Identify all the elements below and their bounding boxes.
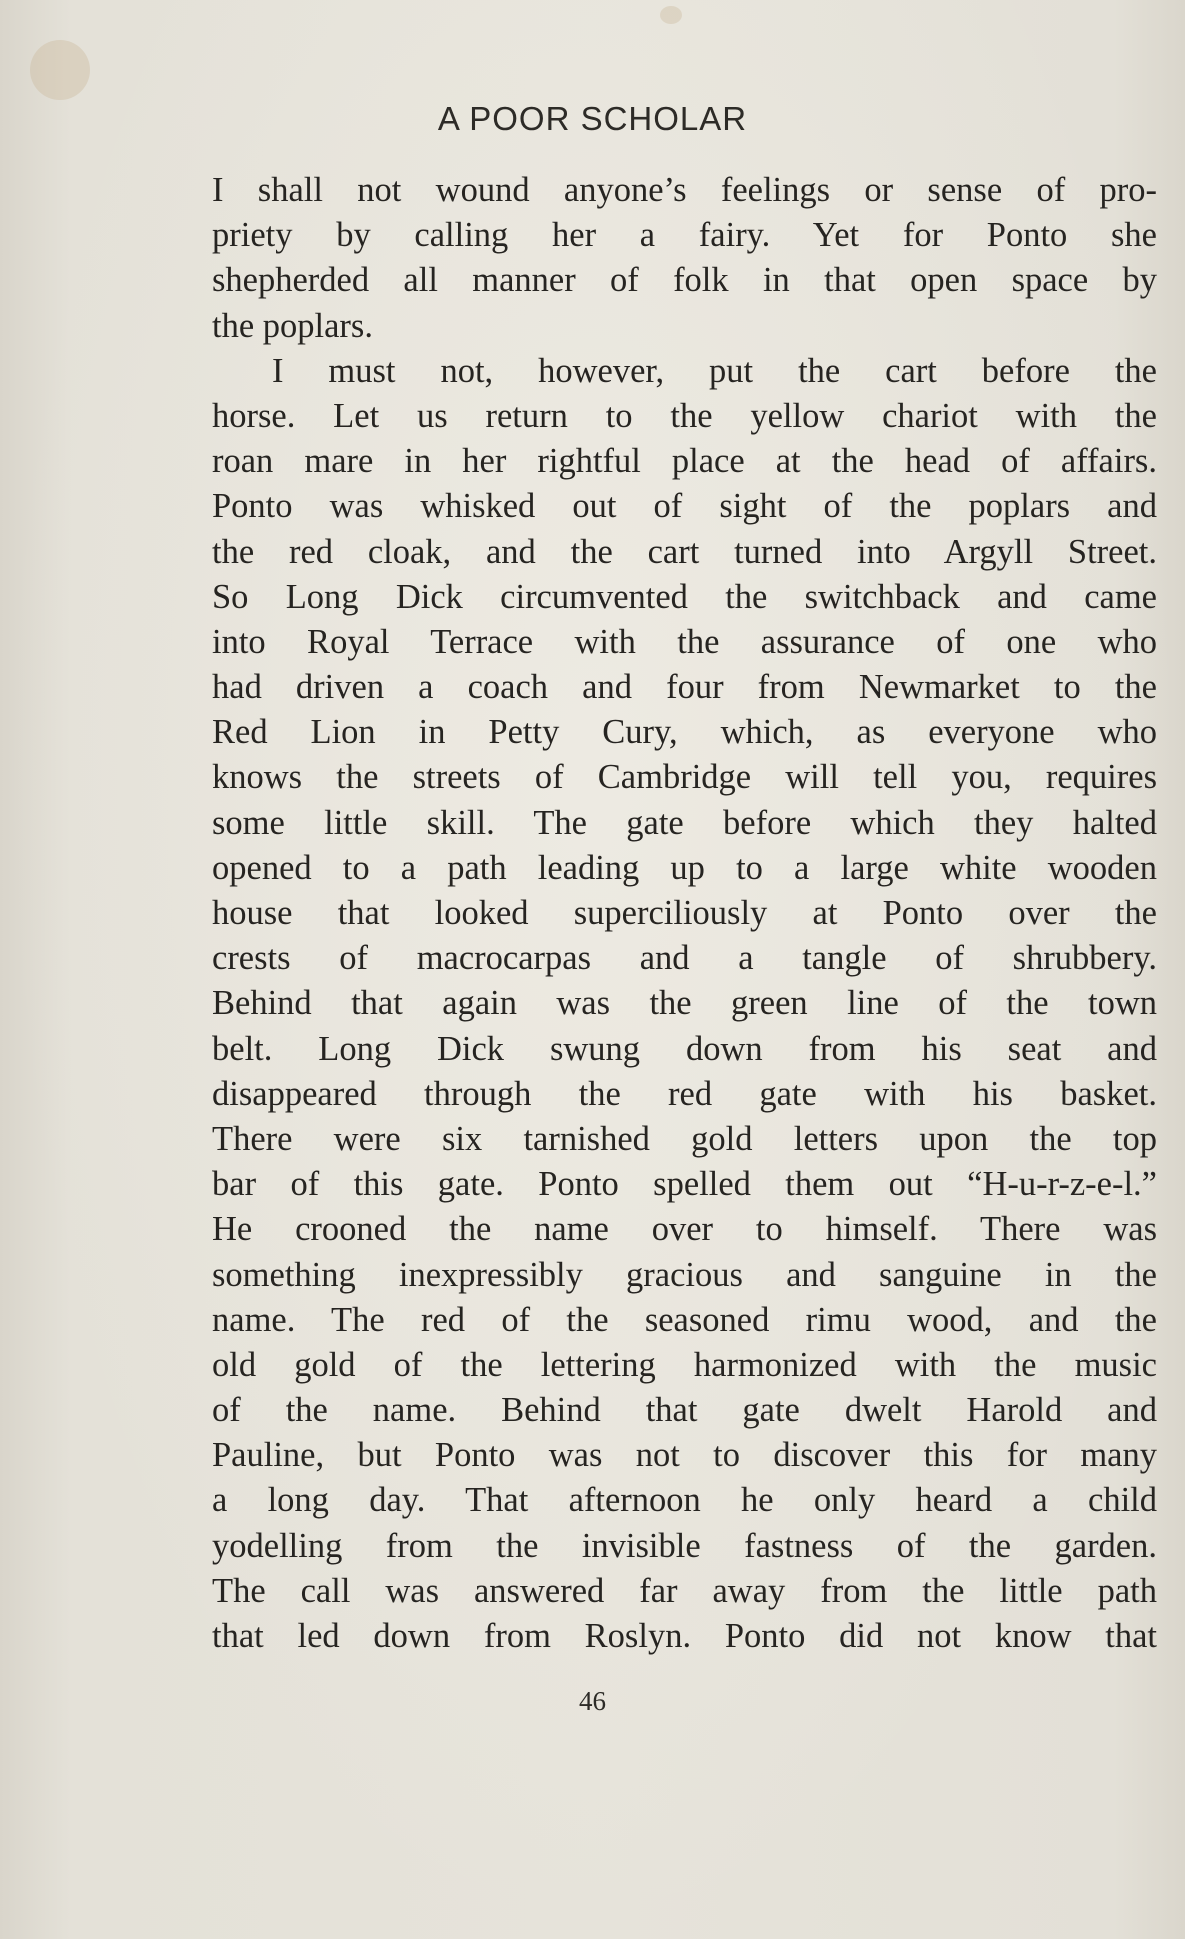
text-line: Pauline, but Ponto was not to discover this for many <box>212 1436 1157 1475</box>
text-line: roan mare in her rightful place at the head of affairs. <box>212 442 1157 481</box>
text-line: priety by calling her a fairy. Yet for Ponto she <box>212 216 1157 255</box>
text-line: name. The red of the seasoned rimu wood, and the <box>212 1300 1157 1339</box>
text-line: opened to a path leading up to a large white wooden <box>212 848 1157 887</box>
running-title: A POOR SCHOLAR <box>437 100 748 137</box>
text-line: He crooned the name over to himself. There was <box>212 1210 1157 1249</box>
text-line: There were six tarnished gold letters upon the top <box>212 1119 1157 1158</box>
text-line: had driven a coach and four from Newmarket to the <box>212 668 1157 707</box>
text-line: old gold of the lettering harmonized with the music <box>212 1345 1157 1384</box>
foxing-spot <box>660 6 682 24</box>
text-line: horse. Let us return to the yellow chariot with the <box>212 396 1157 435</box>
text-line: a long day. That afternoon he only heard a child <box>212 1481 1157 1520</box>
text-line: So Long Dick circumvented the switchback and came <box>212 577 1157 616</box>
text-line: I shall not wound anyone’s feelings or sense of pro- <box>212 171 1157 209</box>
text-line: knows the streets of Cambridge will tell you, requires <box>212 758 1157 797</box>
text-line: shepherded all manner of folk in that open space by <box>212 261 1157 300</box>
text-line: house that looked superciliously at Ponto over the <box>212 894 1157 932</box>
page-number: 46 <box>579 1686 606 1716</box>
text-line: the red cloak, and the cart turned into Argyll Street. <box>212 532 1157 571</box>
text-line: crests of macrocarpas and a tangle of shrubbery. <box>212 939 1157 978</box>
text-line: the poplars. <box>212 306 373 345</box>
text-line: Behind that again was the green line of the town <box>212 984 1157 1023</box>
text-line: I must not, however, put the cart before the <box>272 351 1157 390</box>
text-line: of the name. Behind that gate dwelt Harold and <box>212 1391 1157 1430</box>
text-line: bar of this gate. Ponto spelled them out “H-u-r-z-e-l.” <box>212 1165 1157 1204</box>
text-line: Ponto was whisked out of sight of the poplars and <box>212 487 1157 526</box>
text-line: into Royal Terrace with the assurance of one who <box>212 622 1157 661</box>
text-line: that led down from Roslyn. Ponto did not know that <box>212 1617 1157 1655</box>
text-line: yodelling from the invisible fastness of the garden. <box>212 1526 1157 1565</box>
foxing-spot <box>30 40 90 100</box>
text-line: belt. Long Dick swung down from his seat and <box>212 1029 1157 1068</box>
text-line: The call was answered far away from the little path <box>212 1571 1157 1610</box>
body-text <box>212 168 1157 1659</box>
text-line: disappeared through the red gate with his basket. <box>212 1074 1157 1113</box>
text-line: some little skill. The gate before which they halted <box>212 803 1157 842</box>
text-line: something inexpressibly gracious and sanguine in the <box>212 1255 1157 1294</box>
text-line: Red Lion in Petty Cury, which, as everyone who <box>212 713 1157 752</box>
